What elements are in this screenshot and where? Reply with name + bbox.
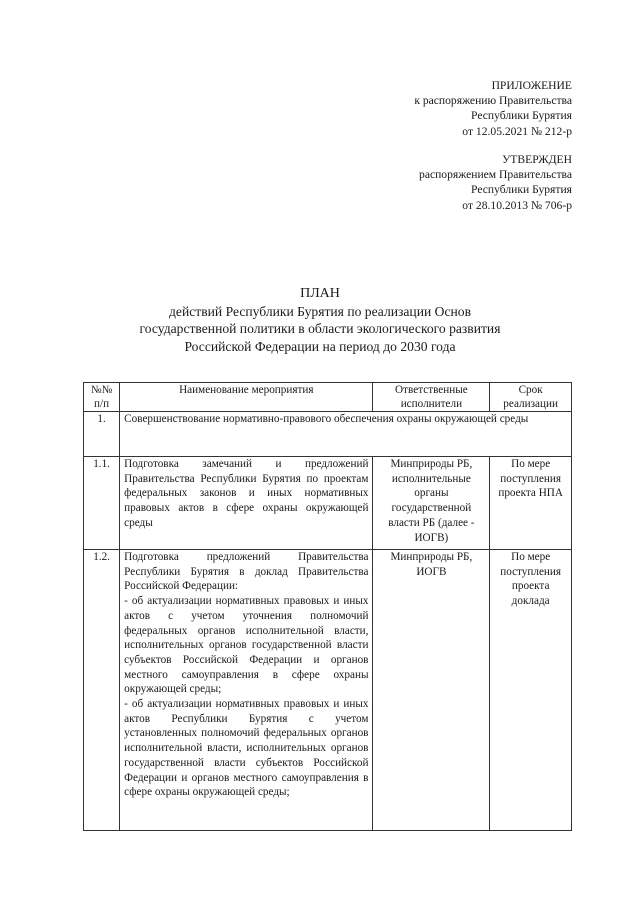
title-heading: ПЛАН [300, 286, 340, 301]
table-row [84, 550, 572, 831]
approved-heading: УТВЕРЖДЕН [502, 153, 572, 166]
row-number: 1.2. [84, 550, 120, 831]
table-header-row [84, 383, 572, 412]
table-row [84, 457, 572, 550]
appendix-block [414, 78, 572, 139]
approved-line-2: Республики Бурятия [471, 183, 572, 197]
header-number: №№ п/п [84, 383, 120, 412]
appendix-line-3: от 12.05.2021 № 212-р [462, 124, 572, 138]
appendix-heading: ПРИЛОЖЕНИЕ [491, 79, 572, 92]
title-line-3: Российской Федерации на период до 2030 года [184, 338, 456, 354]
table-section-row [84, 412, 572, 457]
row-name-intro: Подготовка предложений Правительства Республики Бурятия в доклад Правительства Российской Федерации: [124, 551, 369, 593]
plan-table [83, 382, 572, 831]
row-name-item-1: - об актуализации нормативных правовых и иных актов с учетом уточнения полномочий федеральных органов исполнительной власти, исполнительных органов государственной власти субъектов Российской Федерации и органов местного самоуправления в сфере охраны окружающей среды; [124, 595, 369, 696]
appendix-line-1: к распоряжению Правительства [414, 94, 572, 108]
row-name: Подготовка замечаний и предложений Правительства Республики Бурятия по проектам федеральных законов и иных нормативных правовых актов в сфере охраны окружающей среды [120, 457, 373, 550]
row-responsible: Минприроды РБ, ИОГВ [373, 550, 490, 831]
document-title [0, 285, 640, 355]
row-name-item-2: - об актуализации нормативных правовых и иных актов Республики Бурятия с учетом установленных полномочий федеральных органов исполнительной власти, исполнительных органов государственной власти субъектов Российской Федерации и органов местного самоуправления в сфере охраны окружающей среды; [124, 698, 369, 799]
appendix-line-2: Республики Бурятия [471, 109, 572, 123]
title-line-2: государственной политики в области экологического развития [139, 321, 501, 337]
row-responsible: Минприроды РБ, исполнительные органы государственной власти РБ (далее - ИОГВ) [373, 457, 490, 550]
title-line-1: действий Республики Бурятия по реализации Основ [169, 303, 471, 319]
row-term: По мере поступления проекта доклада [490, 550, 572, 831]
row-term: По мере поступления проекта НПА [490, 457, 572, 550]
header-responsible: Ответственные исполнители [373, 383, 490, 412]
row-name [120, 550, 373, 831]
header-term: Срок реализации [490, 383, 572, 412]
header-name: Наименование мероприятия [120, 383, 373, 412]
approved-line-1: распоряжением Правительства [419, 168, 572, 182]
section-number: 1. [84, 412, 120, 457]
approved-line-3: от 28.10.2013 № 706-р [462, 198, 572, 212]
section-title: Совершенствование нормативно-правового обеспечения охраны окружающей среды [120, 412, 572, 457]
approved-block [419, 152, 572, 213]
row-number: 1.1. [84, 457, 120, 550]
